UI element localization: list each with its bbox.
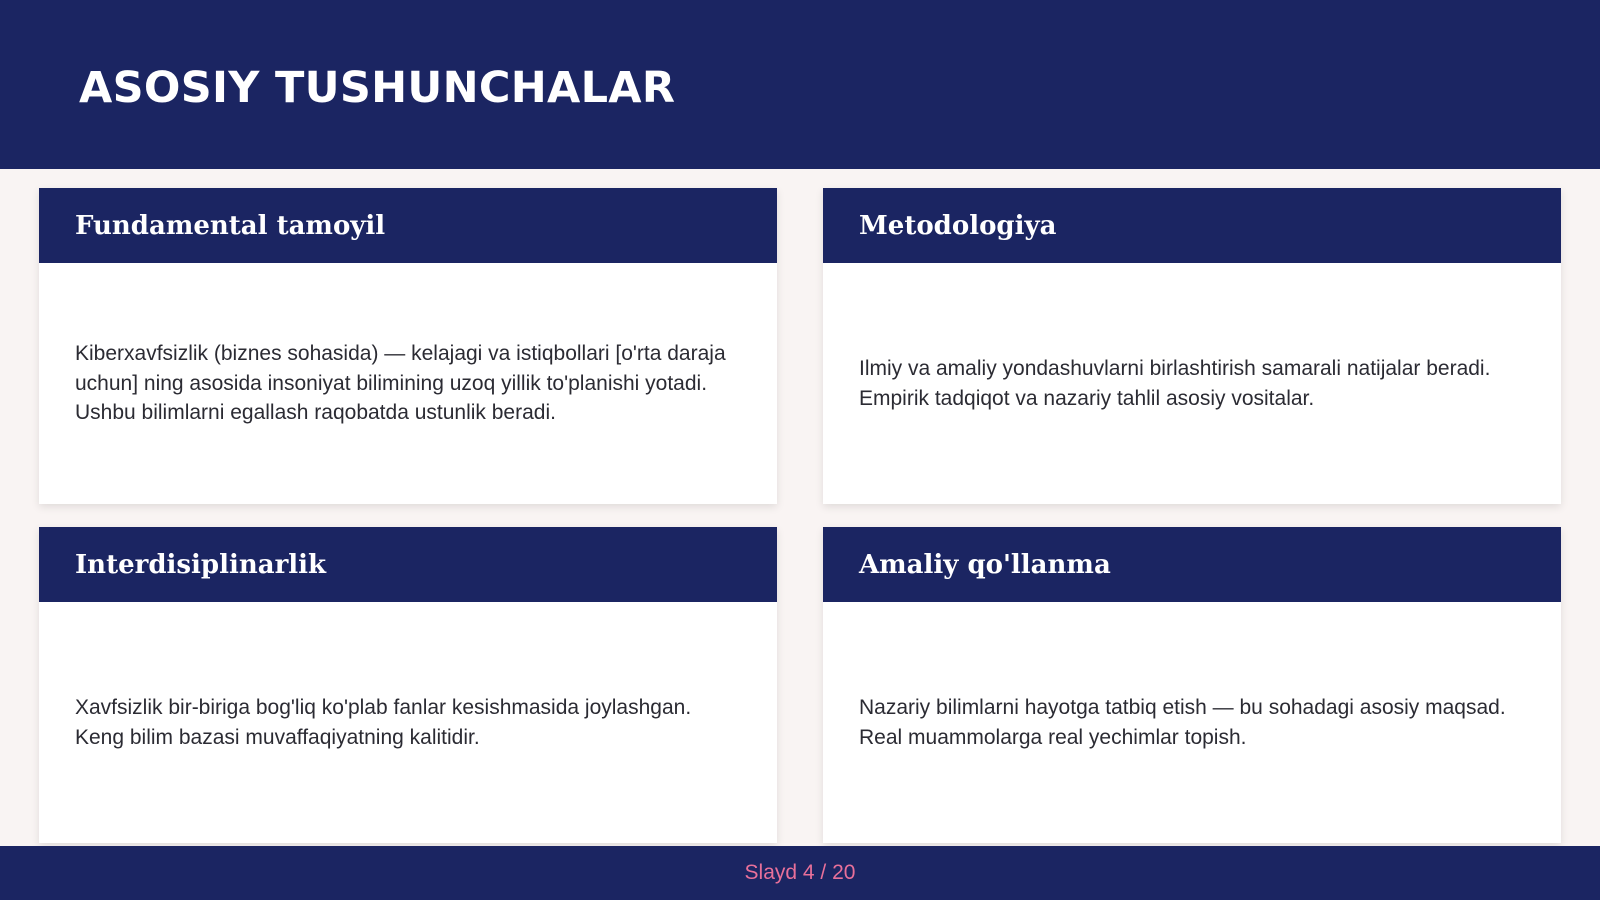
slide-header xyxy=(0,0,1600,169)
card-header xyxy=(39,527,777,602)
card-title: Fundamental tamoyil xyxy=(75,210,386,241)
card-body xyxy=(39,263,777,504)
page-title: ASOSIY TUSHUNCHALAR xyxy=(79,63,676,113)
card-header xyxy=(823,188,1561,263)
concept-card-interdisciplinary xyxy=(39,527,777,843)
card-text: Nazariy bilimlarni hayotga tatbiq etish — bu sohadagi asosiy maqsad. Real muammolarga real yechimlar topish. xyxy=(859,696,1506,749)
slide-counter: Slayd 4 / 20 xyxy=(744,861,856,884)
slide-footer xyxy=(0,846,1600,900)
concept-card-practical xyxy=(823,527,1561,843)
card-text: Ilmiy va amaliy yondashuvlarni birlashtirish samarali natijalar beradi. Empirik tadqiqot va nazariy tahlil asosiy vositalar. xyxy=(859,357,1491,410)
card-header xyxy=(823,527,1561,602)
card-body xyxy=(39,602,777,843)
card-title: Amaliy qo'llanma xyxy=(859,549,1111,580)
card-body xyxy=(823,602,1561,843)
concept-card-methodology xyxy=(823,188,1561,504)
card-header xyxy=(39,188,777,263)
card-title: Metodologiya xyxy=(859,210,1057,241)
card-title: Interdisiplinarlik xyxy=(75,549,327,580)
concept-card-fundamental xyxy=(39,188,777,504)
card-text: Kiberxavfsizlik (biznes sohasida) — kelajagi va istiqbollari [o'rta daraja uchun] ning asosida insoniyat bilimining uzoq yillik to'planishi yotadi. Ushbu bilimlarni egallash raqobatda ustunlik beradi. xyxy=(75,342,726,425)
card-text: Xavfsizlik bir-biriga bog'liq ko'plab fanlar kesishmasida joylashgan. Keng bilim bazasi muvaffaqiyatning kalitidir. xyxy=(75,696,692,749)
card-body xyxy=(823,263,1561,504)
